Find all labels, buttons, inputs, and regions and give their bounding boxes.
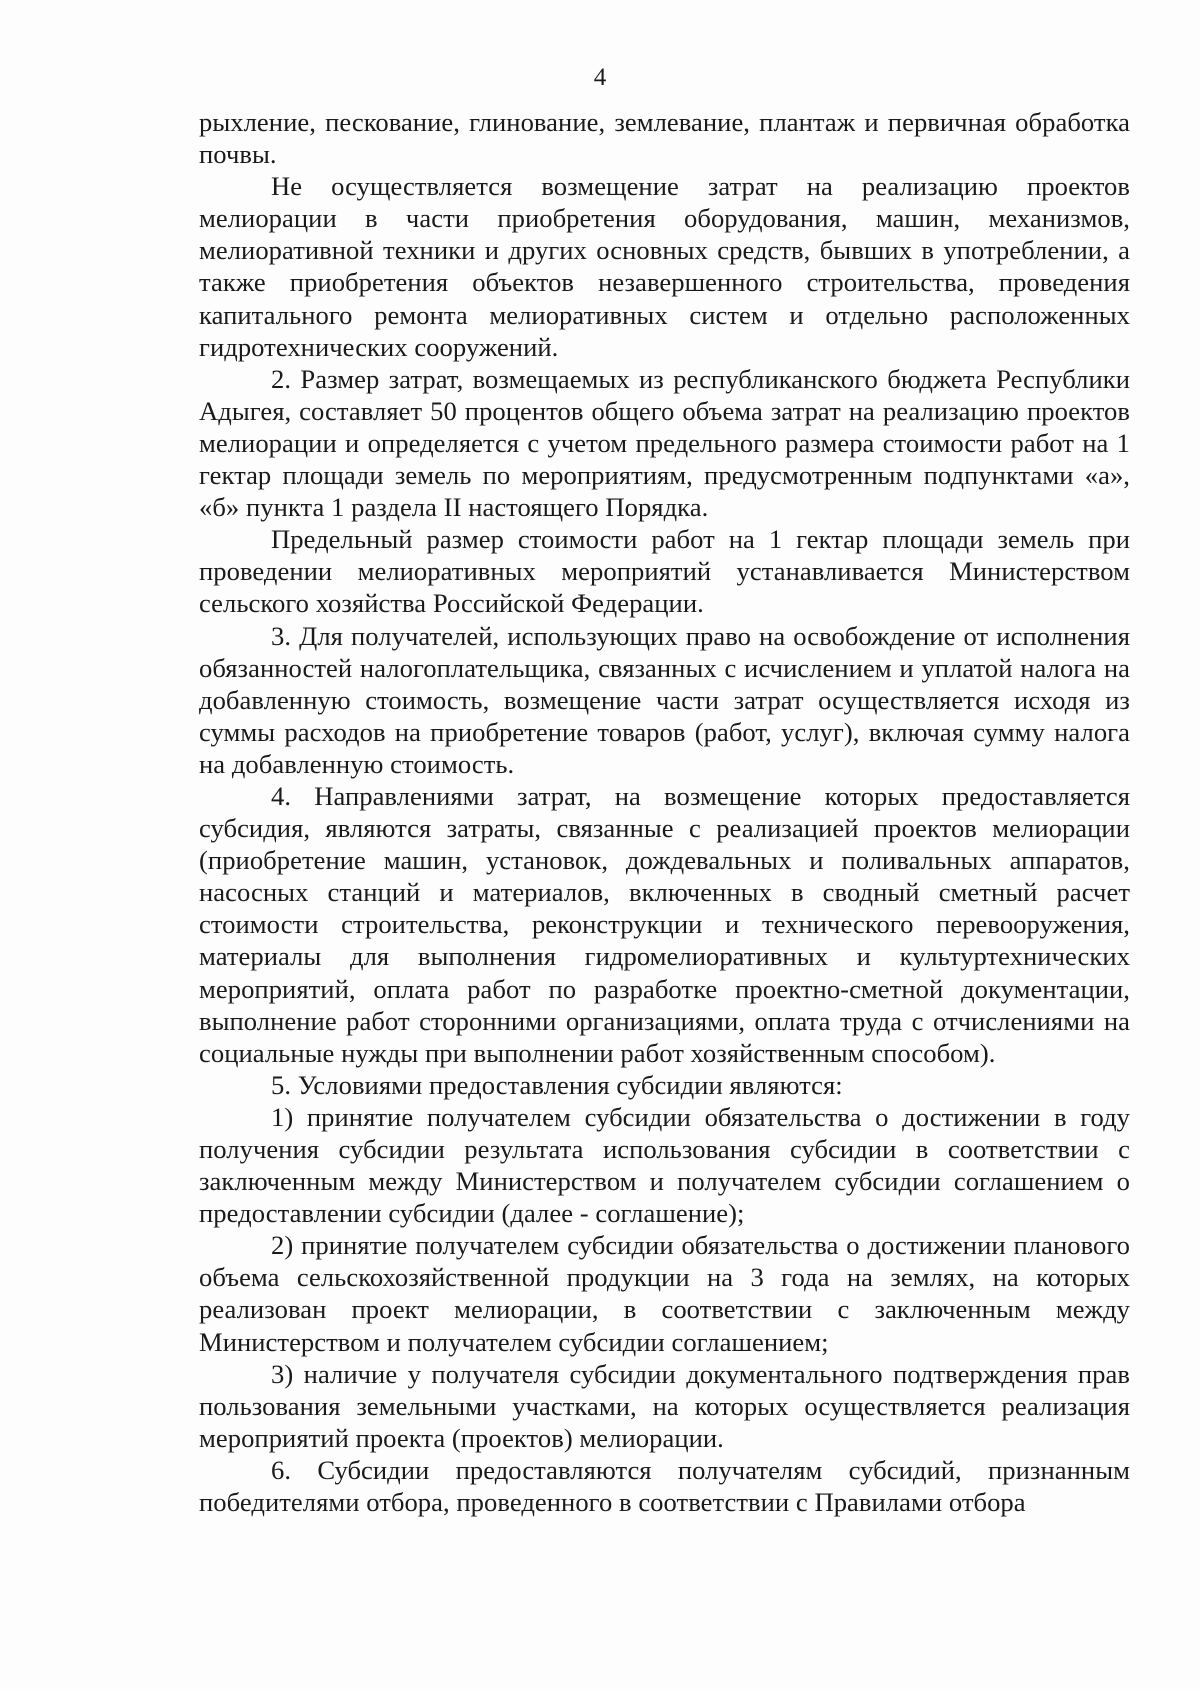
page-number: 4: [593, 64, 607, 91]
paragraph-condition-2: 2) принятие получателем субсидии обязательства о достижении планового объема сельскохозяйственной продукции на 3 года на землях, на которых реализован проект мелиорации, в соответствии с заключенным между Министерством и получателем субсидии соглашением;: [199, 1230, 1130, 1357]
document-body: [199, 106, 1130, 1518]
paragraph-item-2: 2. Размер затрат, возмещаемых из республиканского бюджета Республики Адыгея, составляет 50 процентов общего объема затрат на реализацию проектов мелиорации и определяется с учетом предельного размера стоимости работ на 1 гектар площади земель по мероприятиям, предусмотренным подпунктами «а», «б» пункта 1 раздела II настоящего Порядка.: [199, 363, 1130, 523]
paragraph-item-4: 4. Направлениями затрат, на возмещение которых предоставляется субсидия, являются затраты, связанные с реализацией проектов мелиорации (приобретение машин, установок, дождевальных и поливальных аппаратов, насосных станций и материалов, включенных в сводный сметный расчет стоимости строительства, реконструкции и технического перевооружения, материалы для выполнения гидромелиоративных и культуртехнических мероприятий, оплата работ по разработке проектно-сметной документации, выполнение работ сторонними организациями, оплата труда с отчислениями на социальные нужды при выполнении работ хозяйственным способом).: [199, 780, 1130, 1068]
paragraph-item-3: 3. Для получателей, использующих право на освобождение от исполнения обязанностей налогоплательщика, связанных с исчислением и уплатой налога на добавленную стоимость, возмещение части затрат осуществляется исходя из суммы расходов на приобретение товаров (работ, услуг), включая сумму налога на добавленную стоимость.: [199, 620, 1130, 779]
paragraph-cost-limit: Предельный размер стоимости работ на 1 гектар площади земель при проведении мелиоративных мероприятий устанавливается Министерством сельского хозяйства Российской Федерации.: [199, 524, 1130, 619]
paragraph-condition-1: 1) принятие получателем субсидии обязательства о достижении в году получения субсидии результата использования субсидии в соответствии с заключенным между Министерством и получателем субсидии соглашением о предоставлении субсидии (далее - соглашение);: [199, 1101, 1130, 1229]
paragraph-no-reimbursement: Не осуществляется возмещение затрат на реализацию проектов мелиорации в части приобретения оборудования, машин, механизмов, мелиоративной техники и других основных средств, бывших в употреблении, а также приобретения объектов незавершенного строительства, проведения капитального ремонта мелиоративных систем и отдельно расположенных гидротехнических сооружений.: [199, 171, 1130, 362]
paragraph-item-5: 5. Условиями предоставления субсидии являются:: [271, 1069, 843, 1100]
paragraph-condition-3: 3) наличие у получателя субсидии документального подтверждения прав пользования земельными участками, на которых осуществляется реализация мероприятий проекта (проектов) мелиорации.: [199, 1358, 1130, 1453]
paragraph-continuation: рыхление, пескование, глинование, землевание, плантаж и первичная обработка почвы.: [199, 107, 1130, 170]
paragraph-item-6: 6. Субсидии предоставляются получателям субсидий, признанным победителями отбора, проведенного в соответствии с Правилами отбора: [199, 1454, 1130, 1518]
